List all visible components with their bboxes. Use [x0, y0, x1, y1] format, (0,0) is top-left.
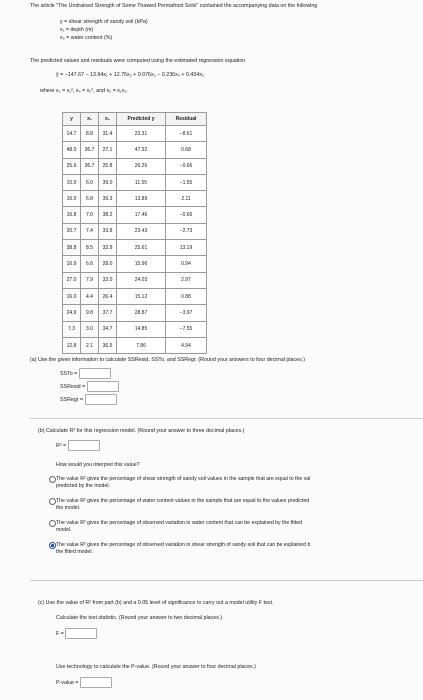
- pvalue-input[interactable]: [80, 677, 112, 688]
- table-cell: 31.4: [99, 126, 117, 142]
- option-line: The value R² gives the percentage of shear strength of sandy soil values in the sample that are equal to the val: [56, 476, 311, 482]
- table-row: [63, 288, 207, 304]
- table-cell: 23.43: [117, 223, 166, 239]
- divider: [30, 580, 423, 581]
- table-row: [63, 256, 207, 272]
- table-cell: 23.31: [117, 126, 166, 142]
- part-c-question: (c) Use the value of R² from part (b) and a 0.05 level of significance to carry out a model utility F test.: [38, 600, 274, 606]
- table-row: [63, 158, 207, 174]
- table-cell: 38.2: [99, 207, 117, 223]
- table-row: [63, 174, 207, 190]
- f-label: F =: [56, 630, 64, 637]
- table-cell: 38.8: [63, 240, 81, 256]
- table-cell: 0.94: [166, 256, 207, 272]
- col-header-x1: x₁: [81, 113, 99, 126]
- option-line: The value R² gives the percentage of water content values in the sample that are equal to the values predicted: [56, 498, 310, 504]
- table-cell: −7.55: [166, 321, 207, 337]
- radio-button-selected[interactable]: [49, 542, 56, 549]
- table-cell: 9.8: [81, 305, 99, 321]
- ssresid-input[interactable]: [87, 381, 119, 392]
- table-cell: 2.11: [166, 191, 207, 207]
- table-cell: 34.7: [99, 321, 117, 337]
- option-line: the fitted model.: [56, 549, 93, 555]
- table-row: [63, 142, 207, 158]
- radio-button[interactable]: [49, 520, 56, 527]
- predicted-text: The predicted values and residuals were computed using the estimated regression equation: [30, 58, 246, 64]
- option-line: model.: [56, 527, 72, 533]
- table-cell: 7.9: [81, 272, 99, 288]
- ssregr-label: SSRegr =: [60, 396, 84, 403]
- option-3[interactable]: [56, 542, 310, 556]
- table-header-row: [63, 113, 207, 126]
- table-cell: 14.85: [117, 321, 166, 337]
- table-cell: 6.0: [81, 174, 99, 190]
- pvalue-instruction: Use technology to calculate the P-value. (Round your answer to four decimal places.): [56, 664, 256, 670]
- var-x2: x₂ = water content (%): [60, 35, 113, 41]
- pvalue-label: P-value =: [56, 679, 79, 686]
- table-cell: 6.8: [81, 191, 99, 207]
- table-cell: 12.8: [63, 337, 81, 353]
- table-cell: 7.3: [63, 321, 81, 337]
- r2-row: [56, 440, 100, 451]
- radio-button[interactable]: [49, 476, 56, 483]
- table-row: [63, 272, 207, 288]
- var-y: y = shear strength of sandy soil (kPa): [60, 19, 148, 25]
- table-row: [63, 126, 207, 142]
- table-cell: 15.12: [117, 288, 166, 304]
- table-cell: 16.0: [63, 191, 81, 207]
- table-cell: 13.19: [166, 240, 207, 256]
- table-cell: −2.73: [166, 223, 207, 239]
- table-cell: 28.0: [99, 256, 117, 272]
- option-0[interactable]: [56, 476, 310, 490]
- part-a-question: (a) Use the given information to calculate SSResid, SSTo, and SSRegr. (Round your answers to four decimal places.): [30, 357, 305, 363]
- table-cell: 16.9: [63, 256, 81, 272]
- ssto-row: [60, 368, 111, 379]
- table-cell: 2.1: [81, 337, 99, 353]
- stat-instruction: Calculate the test statistic. (Round your answer to two decimal places.): [56, 615, 223, 621]
- option-line: predicted by the model.: [56, 483, 110, 489]
- table-cell: 17.46: [117, 207, 166, 223]
- table-row: [63, 240, 207, 256]
- table-cell: 33.0: [99, 272, 117, 288]
- table-cell: −0.66: [166, 158, 207, 174]
- table-cell: −1.55: [166, 174, 207, 190]
- table-cell: 28.87: [117, 305, 166, 321]
- table-cell: 0.68: [166, 142, 207, 158]
- ssresid-row: [60, 381, 119, 392]
- table-cell: 24.9: [63, 305, 81, 321]
- ssresid-label: SSResid =: [60, 383, 86, 390]
- table-cell: −8.61: [166, 126, 207, 142]
- table-cell: 48.0: [63, 142, 81, 158]
- table-cell: 36.7: [81, 158, 99, 174]
- table-cell: 7.86: [117, 337, 166, 353]
- var-x1: x₁ = depth (m): [60, 27, 94, 33]
- ssto-input[interactable]: [79, 368, 111, 379]
- table-cell: 37.7: [99, 305, 117, 321]
- table-cell: 25.61: [117, 240, 166, 256]
- table-row: [63, 337, 207, 353]
- table-row: [63, 305, 207, 321]
- table-cell: 7.4: [81, 223, 99, 239]
- col-header-y: y: [63, 113, 81, 126]
- table-cell: 39.0: [99, 174, 117, 190]
- option-1[interactable]: [56, 498, 309, 512]
- table-cell: 11.55: [117, 174, 166, 190]
- col-header-predicted: Predicted y: [117, 113, 166, 126]
- option-line: The value R² gives the percentage of observed variation in shear strength of sandy soil that can be explained b: [56, 542, 311, 548]
- table-cell: 3.0: [81, 321, 99, 337]
- table-row: [63, 321, 207, 337]
- option-line: The value R² gives the percentage of observed variation in water content that can be explained by the fitted: [56, 520, 302, 526]
- table-body: [63, 126, 207, 354]
- table-cell: 24.03: [117, 272, 166, 288]
- table-row: [63, 191, 207, 207]
- pvalue-row: [56, 677, 112, 688]
- table-cell: 47.32: [117, 142, 166, 158]
- col-header-residual: Residual: [166, 113, 207, 126]
- table-cell: 16.8: [63, 207, 81, 223]
- intro-text: The article "The Undrained Strength of Some Thawed Permafrost Soils" contained the accompanying data on the following: [30, 3, 318, 9]
- table-cell: 10.0: [63, 174, 81, 190]
- table-cell: 36.7: [81, 142, 99, 158]
- table-cell: 4.94: [166, 337, 207, 353]
- table-cell: 33.9: [99, 240, 117, 256]
- option-line: the model.: [56, 505, 81, 511]
- table-cell: −3.97: [166, 305, 207, 321]
- table-cell: 36.5: [99, 337, 117, 353]
- where-definitions: where x₃ = x₁², x₄ = x₂², and x₅ = x₁x₂.: [40, 88, 128, 94]
- table-cell: 7.0: [81, 207, 99, 223]
- table-cell: 27.1: [99, 142, 117, 158]
- table-cell: 8.8: [81, 126, 99, 142]
- table-cell: 14.7: [63, 126, 81, 142]
- table-cell: 26.26: [117, 158, 166, 174]
- variable-definitions: [60, 18, 148, 42]
- f-row: [56, 628, 97, 639]
- data-table: [62, 112, 207, 354]
- table-cell: 20.7: [63, 223, 81, 239]
- table-cell: 26.4: [99, 288, 117, 304]
- table-cell: −0.66: [166, 207, 207, 223]
- table-cell: 27.0: [63, 272, 81, 288]
- col-header-x2: x₂: [99, 113, 117, 126]
- regression-equation: ŷ = −147.67 − 13.94x₁ + 12.75x₂ + 0.076x₃ − 0.236x₄ + 0.434x₅: [56, 72, 204, 78]
- table-cell: 33.8: [99, 223, 117, 239]
- radio-button[interactable]: [49, 498, 56, 505]
- table-cell: 0.88: [166, 288, 207, 304]
- table-cell: 25.6: [63, 158, 81, 174]
- table-cell: 16.0: [63, 288, 81, 304]
- ssregr-row: [60, 394, 117, 405]
- r2-input[interactable]: [68, 440, 100, 451]
- divider: [30, 418, 423, 419]
- table-row: [63, 223, 207, 239]
- f-input[interactable]: [65, 628, 97, 639]
- table-cell: 15.96: [117, 256, 166, 272]
- table-cell: 13.89: [117, 191, 166, 207]
- r2-label: R² =: [56, 442, 67, 449]
- option-2[interactable]: [56, 520, 302, 534]
- table-cell: 8.5: [81, 240, 99, 256]
- table-cell: 4.4: [81, 288, 99, 304]
- table-cell: 6.6: [81, 256, 99, 272]
- ssto-label: SSTo =: [60, 370, 78, 377]
- ssregr-input[interactable]: [85, 394, 117, 405]
- table-cell: 25.8: [99, 158, 117, 174]
- table-cell: 2.97: [166, 272, 207, 288]
- part-b-question: (b) Calculate R² for this regression model. (Round your answer to three decimal places.): [38, 428, 245, 434]
- table-row: [63, 207, 207, 223]
- interpret-question: How would you interpret this value?: [56, 462, 140, 468]
- table-cell: 39.3: [99, 191, 117, 207]
